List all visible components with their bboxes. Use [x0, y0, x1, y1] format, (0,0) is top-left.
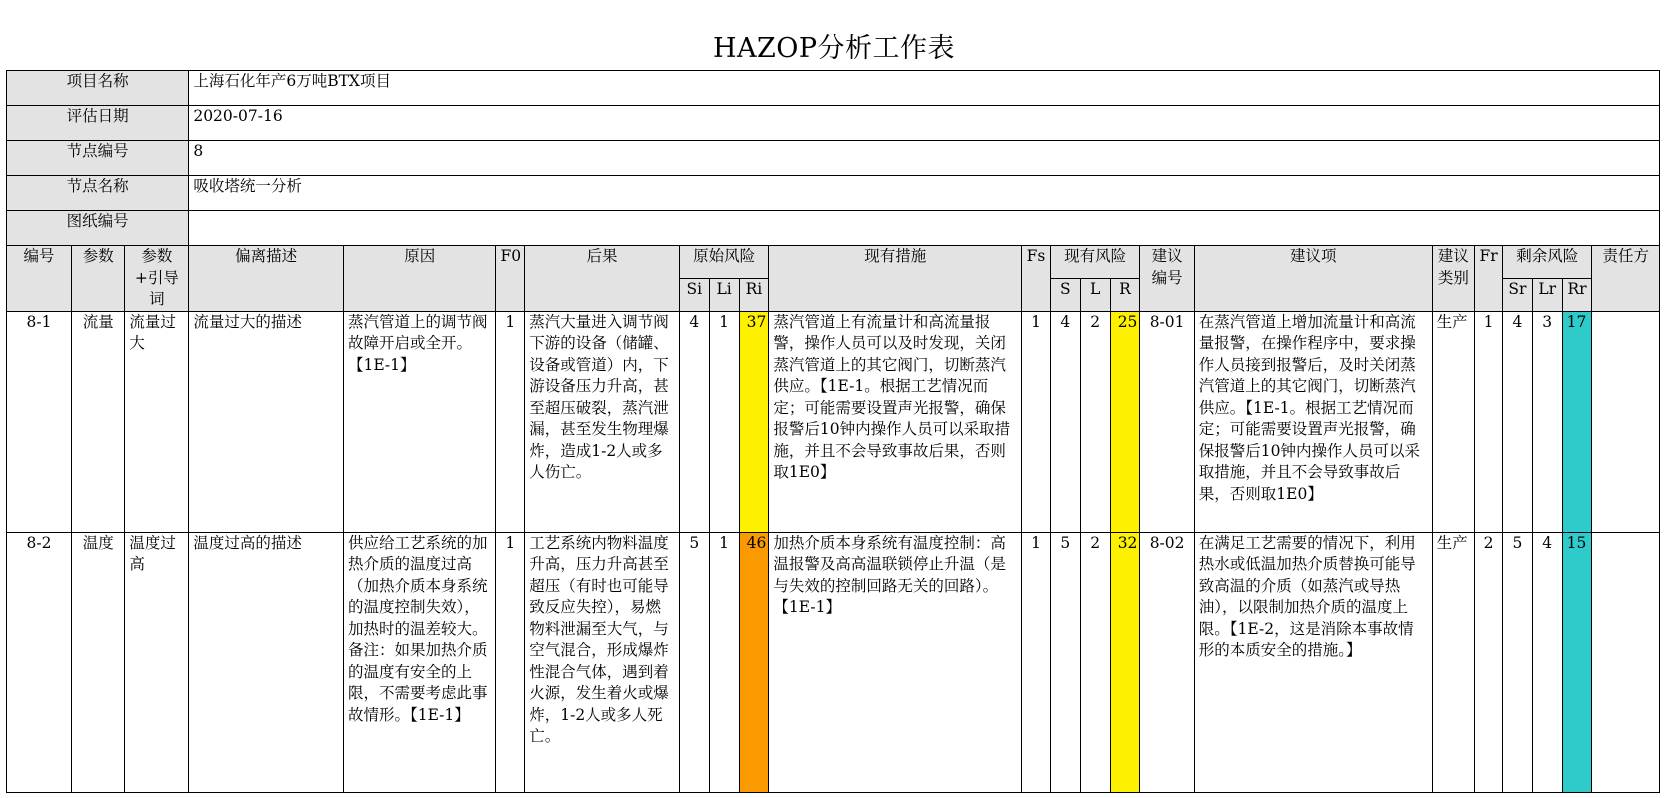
table-row — [7, 311, 1660, 532]
header-guideword: 参数+引导词 — [125, 246, 189, 312]
cell-cause: 蒸汽管道上的调节阀故障开启或全开。【1E-1】 — [343, 311, 495, 532]
header-measures: 现有措施 — [769, 246, 1022, 312]
info-row-node-name — [7, 176, 1660, 211]
cell-lr: 3 — [1532, 311, 1562, 532]
page-title: HAZOP分析工作表 — [712, 33, 956, 64]
cell-li: 1 — [709, 311, 739, 532]
cell-rec-no: 8-02 — [1140, 532, 1194, 792]
cell-guideword: 温度过高 — [125, 532, 189, 792]
cell-ri: 46 — [739, 532, 769, 792]
cell-r: 25 — [1110, 311, 1140, 532]
cell-measures: 蒸汽管道上有流量计和高流量报警，操作人员可以及时发现，关闭蒸汽管道上的其它阀门，切断蒸汽供应。【1E-1。根据工艺情况而定；可能需要设置声光报警，确保报警后10钟内操作人员可以采取措施，并且不会导致事故后果，否则取1E0】 — [769, 311, 1022, 532]
worksheet-rows — [7, 311, 1660, 792]
cell-owner — [1592, 532, 1660, 792]
cell-rr: 15 — [1562, 532, 1592, 792]
info-row-drawing-no — [7, 211, 1660, 246]
info-value: 2020-07-16 — [189, 106, 1660, 141]
cell-r: 32 — [1110, 532, 1140, 792]
project-info — [7, 71, 1660, 246]
header-ri: Ri — [739, 278, 769, 311]
cell-param: 流量 — [72, 311, 125, 532]
header-no: 编号 — [7, 246, 72, 312]
header-fs: Fs — [1022, 246, 1051, 312]
header-current-risk: 现有风险 — [1050, 246, 1140, 279]
info-value — [189, 211, 1660, 246]
cell-fs: 1 — [1022, 311, 1051, 532]
cell-fr: 1 — [1475, 311, 1503, 532]
cell-owner — [1592, 311, 1660, 532]
header-r: R — [1110, 278, 1140, 311]
cell-l: 2 — [1080, 311, 1110, 532]
info-value: 上海石化年产6万吨BTX项目 — [189, 71, 1660, 106]
cell-rec-type: 生产 — [1432, 311, 1475, 532]
cell-cause: 供应给工艺系统的加热介质的温度过高（加热介质本身系统的温度控制失效），加热时的温差较大。备注：如果加热介质的温度有安全的上限，不需要考虑此事故情形。【1E-1】 — [343, 532, 495, 792]
cell-rec-no: 8-01 — [1140, 311, 1194, 532]
cell-sr: 5 — [1502, 532, 1532, 792]
hazop-worksheet — [6, 70, 1660, 793]
cell-recommendation: 在蒸汽管道上增加流量计和高流量报警，在操作程序中，要求操作人员接到报警后，及时关闭蒸汽管道上的其它阀门，切断蒸汽供应。【1E-1。根据工艺情况而定；可能需要设置声光报警，确保报警后10钟内操作人员可以采取措施，并且不会导致事故后果，否则取1E0】 — [1194, 311, 1432, 532]
header-si: Si — [679, 278, 709, 311]
cell-si: 5 — [679, 532, 709, 792]
header-recommendation: 建议项 — [1194, 246, 1432, 312]
cell-no: 8-1 — [7, 311, 72, 532]
cell-li: 1 — [709, 532, 739, 792]
header-rec-type: 建议类别 — [1432, 246, 1475, 312]
info-label: 项目名称 — [7, 71, 189, 106]
info-row-project — [7, 71, 1660, 106]
cell-guideword: 流量过大 — [125, 311, 189, 532]
cell-rr: 17 — [1562, 311, 1592, 532]
header-owner: 责任方 — [1592, 246, 1660, 312]
header-cause: 原因 — [343, 246, 495, 312]
info-label: 节点名称 — [7, 176, 189, 211]
cell-consequence: 工艺系统内物料温度升高，压力升高甚至超压（有时也可能导致反应失控），易燃物料泄漏至大气，与空气混合，形成爆炸性混合气体，遇到着火源，发生着火或爆炸，1-2人或多人死亡。 — [525, 532, 680, 792]
header-s: S — [1050, 278, 1080, 311]
cell-si: 4 — [679, 311, 709, 532]
cell-fr: 2 — [1475, 532, 1503, 792]
cell-ri: 37 — [739, 311, 769, 532]
header-fr: Fr — [1475, 246, 1503, 312]
info-row-date — [7, 106, 1660, 141]
header-deviation: 偏离描述 — [189, 246, 344, 312]
cell-consequence: 蒸汽大量进入调节阀下游的设备（储罐、设备或管道）内，下游设备压力升高，甚至超压破裂，蒸汽泄漏，甚至发生物理爆炸，造成1-2人或多人伤亡。 — [525, 311, 680, 532]
header-rec-no: 建议编号 — [1140, 246, 1194, 312]
header-lr: Lr — [1532, 278, 1562, 311]
header-li: Li — [709, 278, 739, 311]
cell-f0: 1 — [496, 532, 525, 792]
cell-fs: 1 — [1022, 532, 1051, 792]
table-row — [7, 532, 1660, 792]
header-l: L — [1080, 278, 1110, 311]
header-sr: Sr — [1502, 278, 1532, 311]
cell-sr: 4 — [1502, 311, 1532, 532]
cell-deviation: 温度过高的描述 — [189, 532, 344, 792]
info-row-node-no — [7, 141, 1660, 176]
cell-f0: 1 — [496, 311, 525, 532]
column-headers — [7, 246, 1660, 312]
cell-s: 4 — [1050, 311, 1080, 532]
info-label: 评估日期 — [7, 106, 189, 141]
info-value: 8 — [189, 141, 1660, 176]
cell-rec-type: 生产 — [1432, 532, 1475, 792]
cell-param: 温度 — [72, 532, 125, 792]
cell-l: 2 — [1080, 532, 1110, 792]
header-rr: Rr — [1562, 278, 1592, 311]
header-param: 参数 — [72, 246, 125, 312]
header-original-risk: 原始风险 — [679, 246, 769, 279]
cell-s: 5 — [1050, 532, 1080, 792]
cell-lr: 4 — [1532, 532, 1562, 792]
info-label: 节点编号 — [7, 141, 189, 176]
cell-no: 8-2 — [7, 532, 72, 792]
header-f0: F0 — [496, 246, 525, 312]
header-consequence: 后果 — [525, 246, 680, 312]
info-label: 图纸编号 — [7, 211, 189, 246]
cell-deviation: 流量过大的描述 — [189, 311, 344, 532]
cell-measures: 加热介质本身系统有温度控制：高温报警及高高温联锁停止升温（是与失效的控制回路无关的回路）。【1E-1】 — [769, 532, 1022, 792]
cell-recommendation: 在满足工艺需要的情况下，利用热水或低温加热介质替换可能导致高温的介质（如蒸汽或导热油），以限制加热介质的温度上限。【1E-2，这是消除本事故情形的本质安全的措施。】 — [1194, 532, 1432, 792]
info-value: 吸收塔统一分析 — [189, 176, 1660, 211]
header-residual-risk: 剩余风险 — [1502, 246, 1592, 279]
